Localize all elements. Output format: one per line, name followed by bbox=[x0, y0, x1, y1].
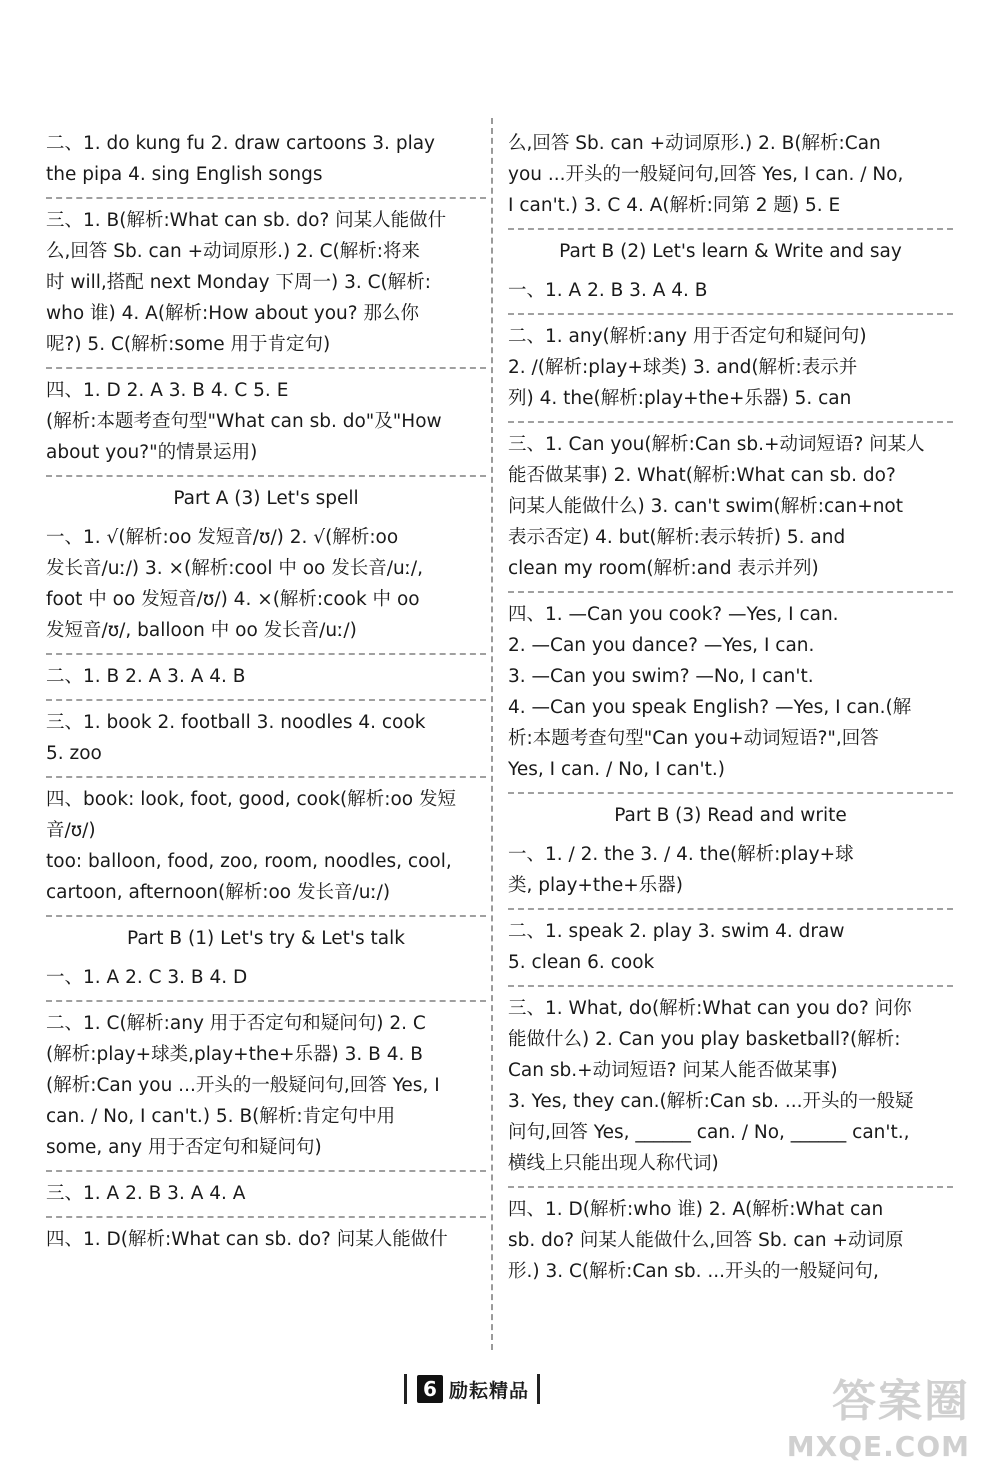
answer-line: 四、1. —Can you cook? —Yes, I can. bbox=[508, 604, 839, 625]
answer-block bbox=[46, 516, 486, 655]
answer-line: 类, play+the+乐器) bbox=[508, 875, 684, 896]
section-title: Part B (3) Read and write bbox=[614, 805, 847, 826]
answer-line: about you?"的情景运用) bbox=[46, 442, 258, 463]
answer-line: (解析:play+球类,play+the+乐器) 3. B 4. B bbox=[46, 1044, 423, 1065]
answer-block bbox=[508, 593, 953, 794]
footer-bar-right bbox=[537, 1374, 540, 1404]
page-number: 6 bbox=[417, 1375, 443, 1403]
answer-line: clean my room(解析:and 表示并列) bbox=[508, 558, 819, 579]
answer-block bbox=[46, 701, 486, 778]
answer-line: the pipa 4. sing English songs bbox=[46, 164, 323, 185]
brand-name: 励耘精品 bbox=[449, 1379, 530, 1402]
answer-line: 表示否定) 4. but(解析:表示转折) 5. and bbox=[508, 527, 846, 548]
answer-line: 列) 4. the(解析:play+the+乐器) 5. can bbox=[508, 388, 852, 409]
right-column bbox=[508, 122, 953, 1294]
answer-line: 三、1. A 2. B 3. A 4. A bbox=[46, 1183, 246, 1204]
column-divider bbox=[491, 118, 493, 1350]
answer-line: 形.) 3. C(解析:Can sb. ...开头的一般疑问句, bbox=[508, 1261, 879, 1282]
answer-block bbox=[508, 987, 953, 1188]
page-footer bbox=[404, 1372, 540, 1406]
section-title: Part B (2) Let's learn & Write and say bbox=[559, 241, 902, 262]
answer-block bbox=[508, 833, 953, 910]
answer-line: sb. do? 问某人能做什么,回答 Sb. can +动词原 bbox=[508, 1230, 904, 1251]
answer-line: 问某人能做什么) 3. can't swim(解析:can+not bbox=[508, 496, 903, 517]
watermark-logo: 答案圈 bbox=[832, 1376, 970, 1427]
watermark-url: MXQE.COM bbox=[786, 1430, 970, 1463]
answer-block bbox=[46, 369, 486, 477]
answer-line: foot 中 oo 发短音/ʊ/) 4. ×(解析:cook 中 oo bbox=[46, 589, 420, 610]
answer-line: 音/ʊ/) bbox=[46, 820, 96, 841]
answer-line: 2. —Can you dance? —Yes, I can. bbox=[508, 635, 815, 656]
answer-line: 3. Yes, they can.(解析:Can sb. ...开头的一般疑 bbox=[508, 1091, 914, 1112]
answer-line: 二、1. speak 2. play 3. swim 4. draw bbox=[508, 921, 845, 942]
answer-line: 二、1. do kung fu 2. draw cartoons 3. play bbox=[46, 133, 435, 154]
answer-line: 时 will,搭配 next Monday 下周一) 3. C(解析: bbox=[46, 272, 431, 293]
answer-line: 5. clean 6. cook bbox=[508, 952, 655, 973]
answer-line: (解析:本题考查句型"What can sb. do"及"How bbox=[46, 411, 442, 432]
answer-line: 三、1. What, do(解析:What can you do? 问你 bbox=[508, 998, 912, 1019]
answer-line: 二、1. B 2. A 3. A 4. B bbox=[46, 666, 246, 687]
answer-line: cartoon, afternoon(解析:oo 发长音/uː/) bbox=[46, 882, 391, 903]
answer-line: who 谁) 4. A(解析:How about you? 那么你 bbox=[46, 303, 419, 324]
answer-line: I can't.) 3. C 4. A(解析:同第 2 题) 5. E bbox=[508, 195, 841, 216]
answer-line: 4. —Can you speak English? —Yes, I can.(解 bbox=[508, 697, 912, 718]
answer-line: 问句,回答 Yes, ______ can. / No, ______ can't., bbox=[508, 1122, 910, 1143]
answer-line: 么,回答 Sb. can +动词原形.) 2. C(解析:将来 bbox=[46, 241, 421, 262]
answer-line: Yes, I can. / No, I can't.) bbox=[508, 759, 725, 780]
answer-line: 2. /(解析:play+球类) 3. and(解析:表示并 bbox=[508, 357, 858, 378]
answer-line: 三、1. Can you(解析:Can sb.+动词短语? 问某人 bbox=[508, 434, 925, 455]
answer-line: 二、1. any(解析:any 用于否定句和疑问句) bbox=[508, 326, 867, 347]
answer-line: can. / No, I can't.) 5. B(解析:肯定句中用 bbox=[46, 1106, 396, 1127]
answer-block bbox=[508, 269, 953, 315]
left-column bbox=[46, 122, 486, 1262]
answer-line: 发短音/ʊ/, balloon 中 oo 发长音/uː/) bbox=[46, 620, 357, 641]
answer-line: 析:本题考查句型"Can you+动词短语?",回答 bbox=[508, 728, 879, 749]
answer-line: 四、1. D 2. A 3. B 4. C 5. E bbox=[46, 380, 289, 401]
answer-line: 能否做某事) 2. What(解析:What can sb. do? bbox=[508, 465, 896, 486]
answer-line: you ...开头的一般疑问句,回答 Yes, I can. / No, bbox=[508, 164, 904, 185]
answer-line: 一、1. A 2. B 3. A 4. B bbox=[508, 280, 708, 301]
section-title: Part B (1) Let's try & Let's talk bbox=[127, 928, 405, 949]
answer-line: 5. zoo bbox=[46, 743, 102, 764]
answer-block bbox=[46, 122, 486, 199]
answer-block bbox=[508, 315, 953, 423]
answer-line: 发长音/uː/) 3. ×(解析:cool 中 oo 发长音/uː/, bbox=[46, 558, 424, 579]
answer-line: 四、1. D(解析:What can sb. do? 问某人能做什 bbox=[46, 1229, 448, 1250]
answer-line: 么,回答 Sb. can +动词原形.) 2. B(解析:Can bbox=[508, 133, 881, 154]
answer-line: 三、1. book 2. football 3. noodles 4. cook bbox=[46, 712, 426, 733]
answer-block bbox=[46, 778, 486, 917]
answer-line: 一、1. / 2. the 3. / 4. the(解析:play+球 bbox=[508, 844, 854, 865]
answer-block bbox=[508, 122, 953, 230]
answer-line: 二、1. C(解析:any 用于否定句和疑问句) 2. C bbox=[46, 1013, 426, 1034]
answer-line: 三、1. B(解析:What can sb. do? 问某人能做什 bbox=[46, 210, 447, 231]
answer-line: 呢?) 5. C(解析:some 用于肯定句) bbox=[46, 334, 331, 355]
answer-block bbox=[46, 1218, 486, 1262]
answer-line: 横线上只能出现人称代词) bbox=[508, 1153, 719, 1174]
section-title: Part A (3) Let's spell bbox=[173, 488, 359, 509]
answer-block bbox=[508, 910, 953, 987]
answer-line: some, any 用于否定句和疑问句) bbox=[46, 1137, 322, 1158]
answer-line: 一、1. √(解析:oo 发短音/ʊ/) 2. √(解析:oo bbox=[46, 527, 399, 548]
answer-line: 一、1. A 2. C 3. B 4. D bbox=[46, 967, 248, 988]
answer-block bbox=[46, 1002, 486, 1172]
answer-block bbox=[508, 1188, 953, 1294]
answer-block bbox=[46, 199, 486, 369]
answer-block bbox=[46, 655, 486, 701]
answer-line: Can sb.+动词短语? 问某人能否做某事) bbox=[508, 1060, 838, 1081]
answer-block bbox=[46, 1172, 486, 1218]
answer-block bbox=[46, 956, 486, 1002]
answer-line: 能做什么) 2. Can you play basketball?(解析: bbox=[508, 1029, 901, 1050]
answer-block bbox=[508, 423, 953, 593]
answer-line: 3. —Can you swim? —No, I can't. bbox=[508, 666, 814, 687]
answer-line: too: balloon, food, zoo, room, noodles, cool, bbox=[46, 851, 452, 872]
answer-line: 四、book: look, foot, good, cook(解析:oo 发短 bbox=[46, 789, 456, 810]
answer-line: (解析:Can you ...开头的一般疑问句,回答 Yes, I bbox=[46, 1075, 440, 1096]
footer-bar-left bbox=[404, 1374, 407, 1404]
answer-line: 四、1. D(解析:who 谁) 2. A(解析:What can bbox=[508, 1199, 884, 1220]
